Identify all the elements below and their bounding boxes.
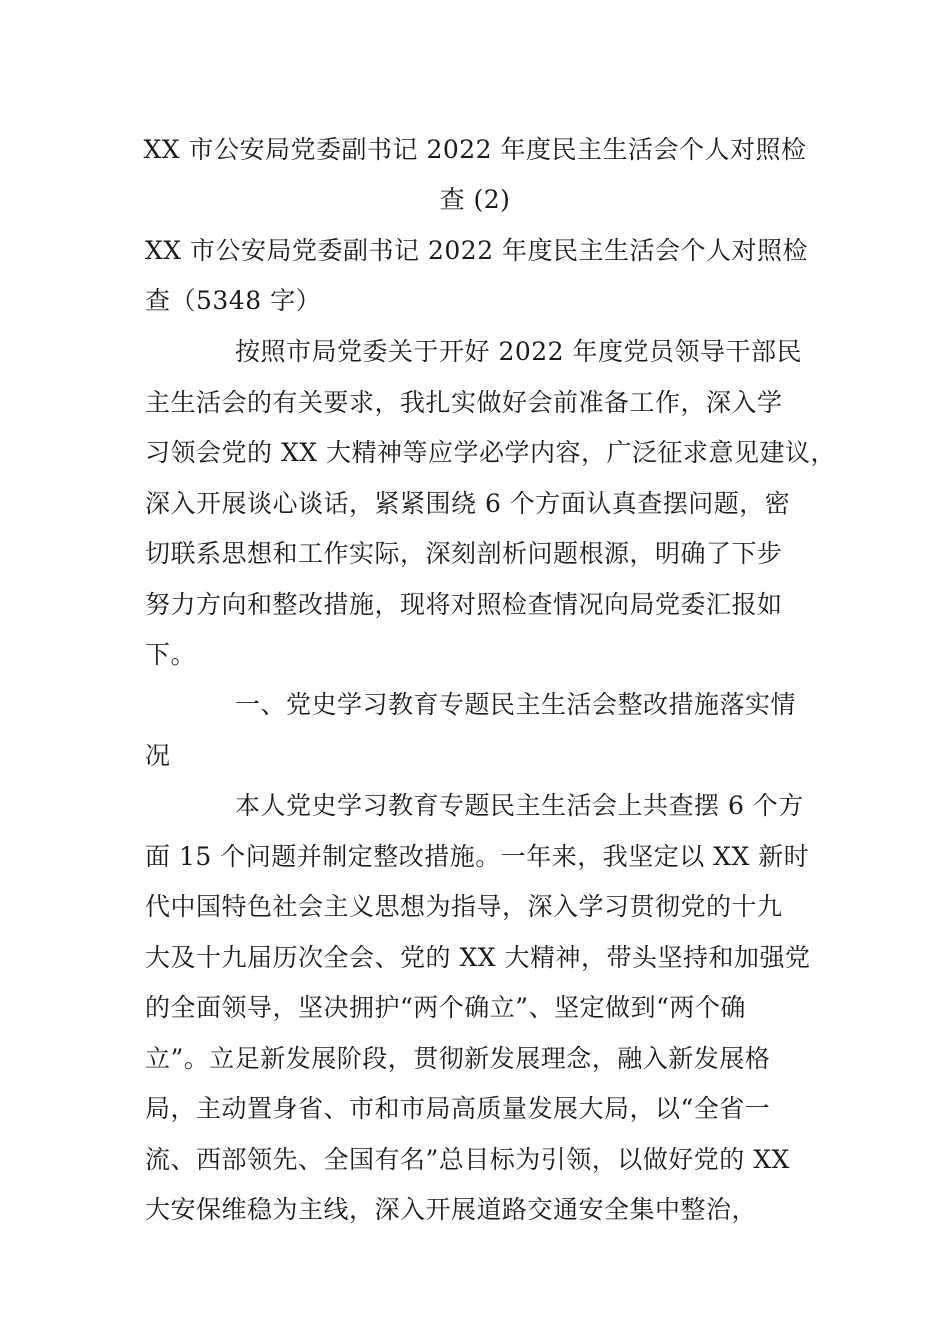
text-line: 大安保维稳为主线，深入开展道路交通安全集中整治， — [145, 1195, 758, 1224]
subtitle-line: XX 市公安局党委副书记 2022 年度民主生活会个人对照检 — [145, 236, 809, 265]
text-line: 按照市局党委关于开好 2022 年度党员领导干部民 — [235, 337, 803, 366]
text-line: 大及十九届历次全会、党的 XX 大精神，带头坚持和加强党 — [145, 942, 811, 972]
intro-paragraph — [145, 327, 836, 681]
text-line: 流、西部领先、全国有名”总目标为引领，以做好党的 XX — [145, 1144, 790, 1174]
text-line: 习领会党的 XX 大精神等应学必学内容，广泛征求意见建议， — [145, 438, 836, 467]
text-line: 本人党史学习教育专题民主生活会上共查摆 6 个方 — [235, 791, 804, 820]
section-paragraph — [145, 781, 825, 1236]
text-line: 立”。立足新发展阶段，贯彻新发展理念，融入新发展格 — [145, 1043, 771, 1073]
text-line: 深入开展谈心谈话，紧紧围绕 6 个方面认真查摆问题，密 — [145, 488, 791, 518]
section-heading — [145, 680, 825, 781]
text-line: 努力方向和整改措施，现将对照检查情况向局党委汇报如 — [145, 589, 783, 619]
document-subtitle — [145, 226, 815, 326]
text-line: 下。 — [145, 640, 197, 669]
text-line: 的全面领导，坚决拥护“两个确立”、坚定做到“两个确 — [145, 993, 746, 1022]
text-line: 切联系思想和工作实际，深刻剖析问题根源，明确了下步 — [145, 539, 783, 568]
text-line: 面 15 个问题并制定整改措施。一年来，我坚定以 XX 新时 — [145, 841, 810, 871]
text-line: 代中国特色社会主义思想为指导，深入学习贯彻党的十九 — [145, 892, 783, 921]
text-line: 局，主动置身省、市和市局高质量发展大局，以“全省一 — [145, 1094, 771, 1123]
text-line: 主生活会的有关要求，我扎实做好会前准备工作，深入学 — [145, 387, 783, 417]
title-line: 查 (2) — [439, 185, 511, 214]
heading-line: 一、党史学习教育专题民主生活会整改措施落实情 — [235, 690, 797, 719]
subtitle-line: 查（5348 字） — [145, 286, 322, 315]
document-title — [130, 125, 820, 225]
heading-line: 况 — [145, 740, 171, 770]
title-line: XX 市公安局党委副书记 2022 年度民主生活会个人对照检 — [143, 135, 807, 164]
